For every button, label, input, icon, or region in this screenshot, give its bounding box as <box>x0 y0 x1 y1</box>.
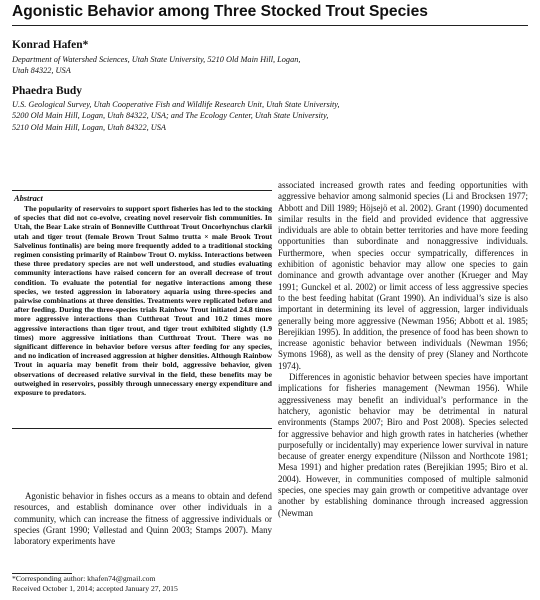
abstract-heading: Abstract <box>14 194 43 203</box>
author-name-1: Konrad Hafen* <box>12 39 89 51</box>
abstract-text: The popularity of reservoirs to support sport fisheries has led to the stocking of species that did not co-evolve, creating novel reservoir fish communities. In Utah, the Bear Lake strain of Bonneville Cutthroat Trout Oncorhynchus clarkii utah and tiger trout (female Brown Trout Salmo trutta × male Brook Trout Salvelinus fontinalis) are being more frequently added to a traditional stocking regimen consisting primarily of Rainbow Trout O. mykiss. Interactions between these three predatory species are not well understood, and studies evaluating community interactions have raised concern for an overall decrease of trout condition. To evaluate the potential for negative interactions among these species, we tested aggression in laboratory aquaria using three-species and pairwise combinations at three densities. Treatments were replicated before and after feeding. During the three-species trials Rainbow Trout initiated 24.8 times more aggressive interactions than Cutthroat Trout and 10.2 times more aggressive interactions than tiger trout, and tiger trout exhibited slightly (1.9 times) more aggressive initiations than Cutthroat Trout. There was no significant difference in behavior before versus after feeding for any species, and no indication of increased aggression at higher densities. Although Rainbow Trout in aquaria may benefit from their bold, aggressive behavior, given observations of decreased relative survival in the field, these benefits may be outweighed in reservoirs, possibly through unnecessary energy expenditure and exposure to predators. <box>14 204 272 398</box>
affiliation-line: 5210 Old Main Hill, Logan, Utah 84322, USA <box>12 122 166 132</box>
abstract-block <box>14 194 272 397</box>
right-column <box>278 180 528 519</box>
abstract-rule-top <box>12 190 272 191</box>
body-paragraph: associated increased growth rates and feeding opportunities with aggressive behavior among salmonid species (Li and Brocksen 1977; Abbott and Dill 1989; Höjsejö et al. 2002). Grant (1990) documented similar results in the field and provided evidence that aggressive individuals are able to obtain better territories and have more feeding opportunities than subordinate and nonaggressive individuals. Furthermore, when species occur sympatrically, differences in exhibition of agonistic behavior may allow one species to gain dominance and growth advantage over another (Krueger and May 1991; Gunckel et al. 2002) or limit access of less aggressive species to the best feeding habitat (Grant 1990). An individual’s size is also important in determining its level of aggression, larger individuals generally being more aggressive (Newman 1956; Abbott et al. 1985; Berejikian 1995). In addition, the presence of food has been shown to increase agonistic behavior between individuals (Newman 1956; Symons 1968), as well as the density of prey (Slaney and Northcote 1974). <box>278 180 528 371</box>
intro-paragraph: Agonistic behavior in fishes occurs as a means to obtain and defend resources, and establish dominance over other individuals in a community, which can increase the fitness of aggressive individuals or species (Grant 1990; Vøllestad and Quinn 2003; Stamps 2007). Many laboratory experiments have <box>14 491 272 547</box>
author-affiliation-2 <box>12 99 528 133</box>
author-affiliation-1 <box>12 54 528 77</box>
article-title: Agonistic Behavior among Three Stocked Trout Species <box>12 3 428 20</box>
affiliation-line: Utah 84322, USA <box>12 66 71 76</box>
affiliation-line: 5200 Old Main Hill, Logan, Utah 84322, USA; and The Ecology Center, Utah State University, <box>12 111 329 121</box>
footnote <box>12 574 272 595</box>
footnote-corresponding: *Corresponding author: khafen74@gmail.com <box>12 574 156 583</box>
author-name-2: Phaedra Budy <box>12 85 82 97</box>
intro-left-column <box>14 491 272 547</box>
affiliation-line: Department of Watershed Sciences, Utah State University, 5210 Old Main Hill, Logan, <box>12 55 301 64</box>
abstract-rule-bottom <box>12 428 272 429</box>
title-rule <box>12 25 528 26</box>
body-paragraph: Differences in agonistic behavior between species have important implications for fisheries management (Newman 1956). While aggressiveness may benefit an individual’s performance in the hatchery, agonistic behavior may be detrimental in natural environments (Stamps 2007; Biro and Post 2008). Species selected for aggressive behavior and high growth rates in hatcheries (whether purposefully or incidentally) may experience lower survival in nature because of greater energy expenditure (Nilsson and Northcote 1981; Mesa 1991) and higher predation rates (Berejikian 1995; Biro et al. 2004). However, in communities composed of multiple salmonid species, one species may gain growth or competitive advantage over another by establishing dominance through increased aggression (Newman <box>278 372 528 518</box>
affiliation-line: U.S. Geological Survey, Utah Cooperative Fish and Wildlife Research Unit, Utah State University, <box>12 100 340 109</box>
footnote-received: Received October 1, 2014; accepted January 27, 2015 <box>12 584 178 594</box>
